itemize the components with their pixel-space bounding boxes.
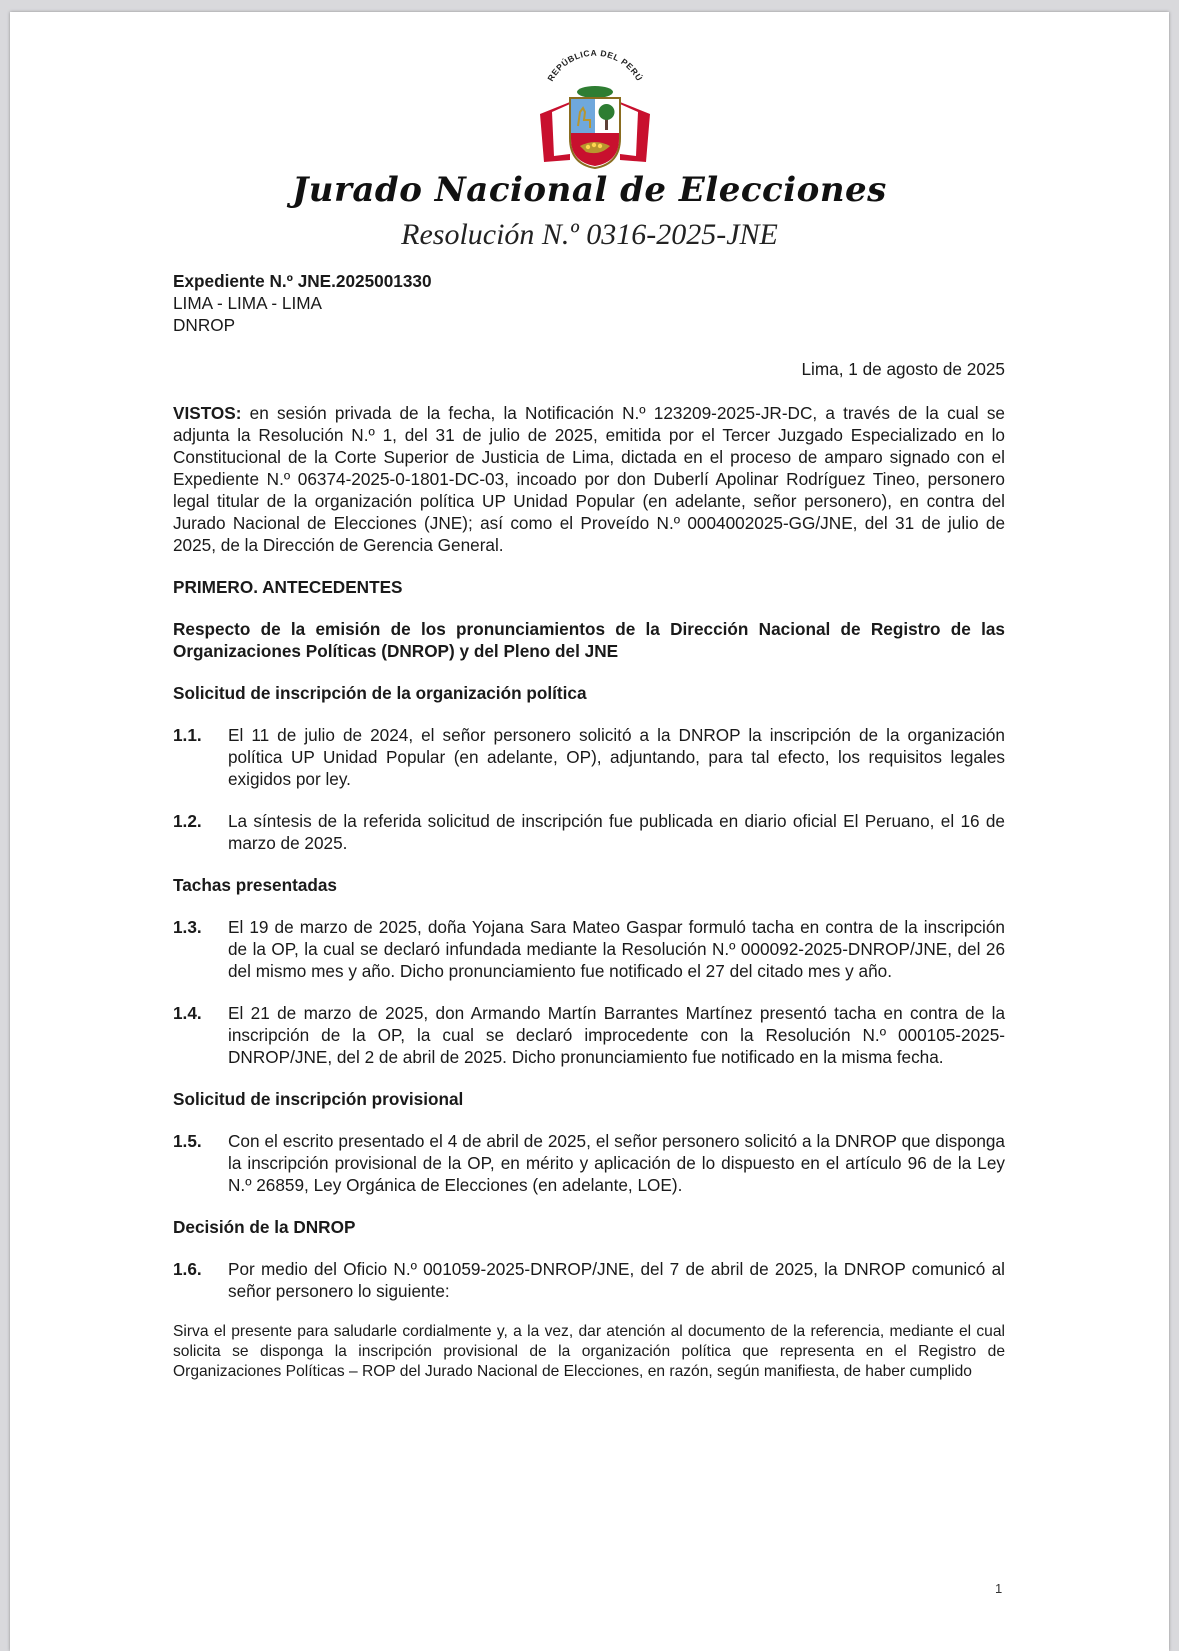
case-number: Expediente N.º JNE.2025001330 xyxy=(173,271,432,291)
svg-text:REPÚBLICA DEL PERÚ xyxy=(545,48,645,83)
item-number: 1.3. xyxy=(173,917,202,937)
item-text: El 19 de marzo de 2025, doña Yojana Sara Mateo Gaspar formuló tacha en contra de la inscripción de la OP, la cual se declaró infundada mediante la Resolución N.º 000092-2025-DNROP/JNE, del 26 del mismo mes y año. Dicho pronunciamiento fue notificado el 27 del citado mes y año. xyxy=(228,917,1005,981)
list-item xyxy=(173,916,1005,982)
case-office: DNROP xyxy=(173,315,236,335)
section-heading: PRIMERO. ANTECEDENTES xyxy=(173,577,403,597)
item-number: 1.1. xyxy=(173,725,202,745)
document-body xyxy=(173,270,1005,1382)
document-page xyxy=(10,12,1169,1651)
vistos-text: en sesión privada de la fecha, la Notificación N.º 123209-2025-JR-DC, a través de la cual se adjunta la Resolución N.º 1, del 31 de julio de 2025, emitida por el Tercer Juzgado Especializado en lo Constitucional de la Corte Superior de Justicia de Lima, dictada en el proceso de amparo signado con el Expediente N.º 06374-2025-0-1801-DC-03, incoado por don Duberlí Apolinar Rodríguez Tineo, personero legal titular de la organización política UP Unidad Popular (en adelante, señor personero), en contra del Jurado Nacional de Elecciones (JNE); así como el Proveído N.º 0004002025-GG/JNE, del 31 de julio de 2025, de la Dirección de Gerencia General. xyxy=(173,403,1005,555)
item-number: 1.6. xyxy=(173,1259,202,1279)
vistos-paragraph xyxy=(173,402,1005,556)
quoted-text: Sirva el presente para saludarle cordialmente y, a la vez, dar atención al documento de la referencia, mediante el cual solicita se disponga la inscripción provisional de la organización política que representa en el Registro de Organizaciones Políticas – ROP del Jurado Nacional de Elecciones, en razón, según manifiesta, de haber cumplido xyxy=(173,1323,1005,1380)
resolution-number: Resolución N.º 0316-2025-JNE xyxy=(401,218,778,251)
item-text: Con el escrito presentado el 4 de abril de 2025, el señor personero solicitó a la DNROP que disponga la inscripción provisional de la OP, en mérito y aplicación de lo dispuesto en el artículo 96 de la Ley N.º 26859, Ley Orgánica de Elecciones (en adelante, LOE). xyxy=(228,1131,1005,1195)
list-item xyxy=(173,810,1005,854)
item-text: La síntesis de la referida solicitud de inscripción fue publicada en diario oficial El Peruano, el 16 de marzo de 2025. xyxy=(228,811,1005,853)
date-line: Lima, 1 de agosto de 2025 xyxy=(801,359,1005,379)
group-title: Decisión de la DNROP xyxy=(173,1217,356,1237)
item-number: 1.5. xyxy=(173,1131,202,1151)
item-text: El 11 de julio de 2024, el señor personero solicitó a la DNROP la inscripción de la organización política UP Unidad Popular (en adelante, OP), adjuntando, para tal efecto, los requisitos legales exigidos por ley. xyxy=(228,725,1005,789)
coat-of-arms-seal xyxy=(530,42,660,170)
group-title: Tachas presentadas xyxy=(173,875,337,895)
list-item xyxy=(173,1258,1005,1302)
institution-title: Jurado Nacional de Elecciones xyxy=(292,170,887,210)
item-text: Por medio del Oficio N.º 001059-2025-DNROP/JNE, del 7 de abril de 2025, la DNROP comunicó al señor personero lo siguiente: xyxy=(228,1259,1005,1301)
group-title: Solicitud de inscripción de la organización política xyxy=(173,683,587,703)
item-number: 1.4. xyxy=(173,1003,202,1023)
page-number: 1 xyxy=(995,1581,1003,1596)
item-text: El 21 de marzo de 2025, don Armando Martín Barrantes Martínez presentó tacha en contra de la inscripción de la OP, la cual se declaró improcedente con la Resolución N.º 000105-2025-DNROP/JNE, del 2 de abril de 2025. Dicho pronunciamiento fue notificado en la misma fecha. xyxy=(228,1003,1005,1067)
item-number: 1.2. xyxy=(173,811,202,831)
subheading-main: Respecto de la emisión de los pronunciamientos de la Dirección Nacional de Registro de las Organizaciones Políticas (DNROP) y del Pleno del JNE xyxy=(173,619,1005,661)
case-location: LIMA - LIMA - LIMA xyxy=(173,293,322,313)
list-item xyxy=(173,724,1005,790)
group-title: Solicitud de inscripción provisional xyxy=(173,1089,464,1109)
list-item xyxy=(173,1130,1005,1196)
seal-text: REPÚBLICA DEL PERÚ xyxy=(545,47,645,83)
vistos-label: VISTOS: xyxy=(173,403,242,423)
list-item xyxy=(173,1002,1005,1068)
